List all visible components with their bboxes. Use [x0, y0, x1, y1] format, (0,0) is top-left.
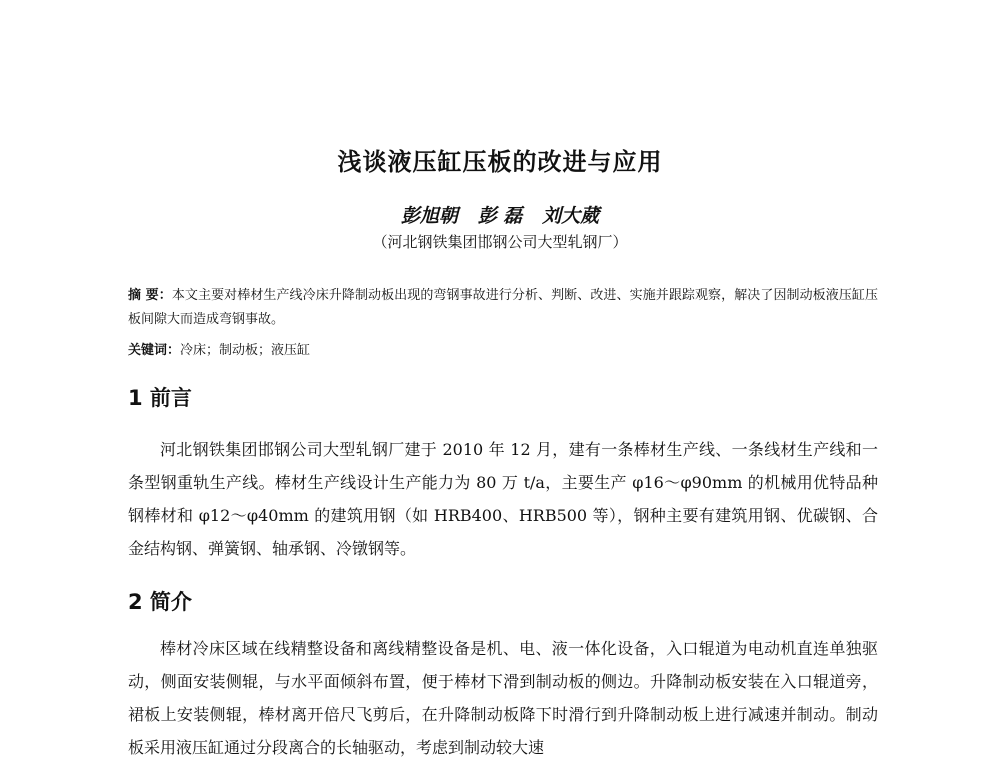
section-paragraph-1: 河北钢铁集团邯钢公司大型轧钢厂建于 2010 年 12 月，建有一条棒材生产线、一条线材生产线和一条型钢重轨生产线。棒材生产线设计生产能力为 80 万 t/a，主要生产 φ16～φ90mm 的机械用优特品种钢棒材和 φ12～φ40mm 的建筑用钢（如 HRB400、HRB500 等），钢种主要有建筑用钢、优碳钢、合金结构钢、弹簧钢、轴承钢、冷镦钢等。 — [128, 440, 878, 558]
section-heading-2: 2 简介 — [128, 590, 192, 614]
keywords-text: 冷床；制动板；液压缸 — [180, 343, 311, 358]
paper-title: 浅谈液压缸压板的改进与应用 — [337, 148, 663, 176]
abstract — [128, 284, 878, 332]
abstract-text: 本文主要对棒材生产线冷床升降制动板出现的弯钢事故进行分析、判断、改进、实施并跟踪观察，解决了因制动板液压缸压板间隙大而造成弯钢事故。 — [128, 288, 878, 327]
affiliation: （河北钢铁集团邯钢公司大型轧钢厂） — [372, 233, 628, 251]
keywords — [128, 339, 310, 358]
author-list: 彭旭朝 彭 磊 刘大葳 — [400, 205, 600, 227]
section-heading-1: 1 前言 — [128, 386, 192, 410]
abstract-label: 摘 要： — [128, 288, 172, 303]
section-paragraph-2: 棒材冷床区域在线精整设备和离线精整设备是机、电、液一体化设备，入口辊道为电动机直连单独驱动，侧面安装侧辊，与水平面倾斜布置，便于棒材下滑到制动板的侧边。升降制动板安装在入口辊道旁，裙板上安装侧辊，棒材离开倍尺飞剪后，在升降制动板降下时滑行到升降制动板上进行减速并制动。制动板采用液压缸通过分段离合的长轴驱动，考虑到制动较大速 — [128, 639, 878, 757]
keywords-label: 关键词： — [128, 343, 181, 358]
